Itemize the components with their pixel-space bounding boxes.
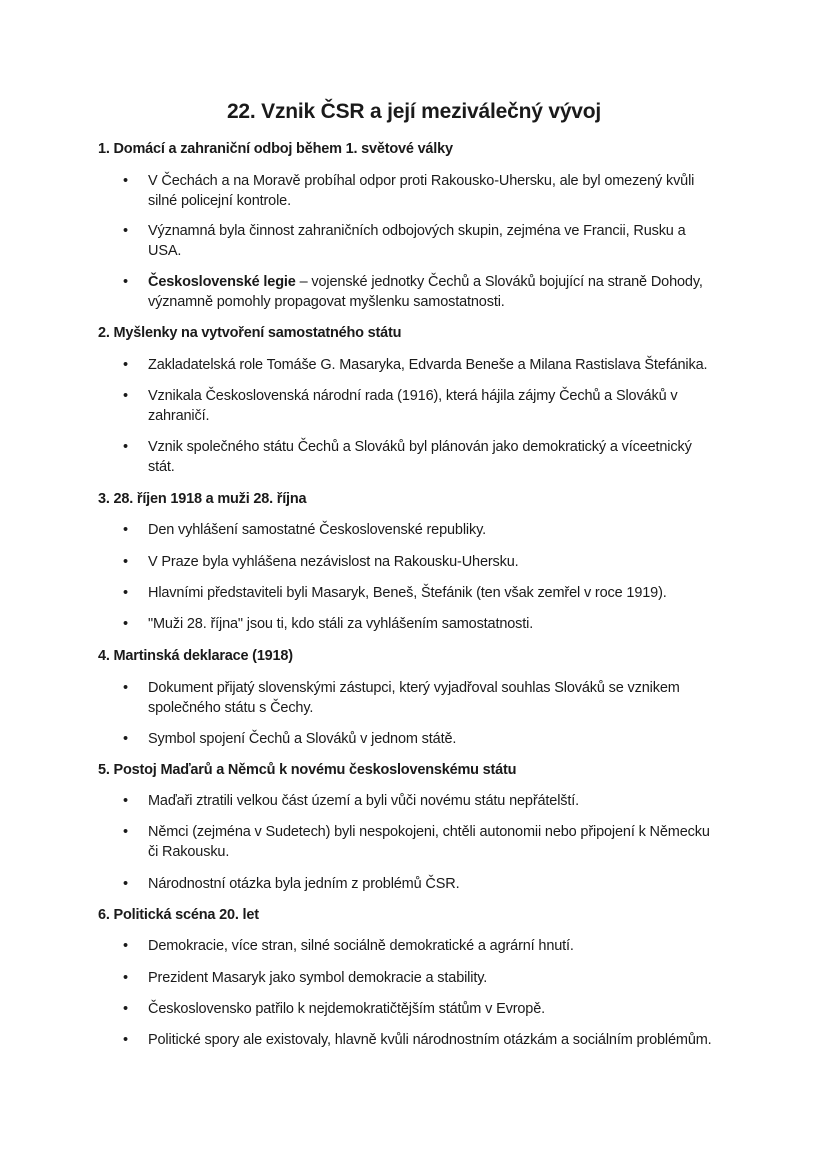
list-item-text: [148, 272, 720, 312]
list-item-rest: – vojenské jednotky Čechů a Slováků bojující na straně Dohody, významně pomohly propagovat myšlenku samostatnosti.: [148, 274, 703, 310]
bullet-icon: •: [123, 554, 128, 570]
bullet-icon: •: [123, 585, 128, 601]
page-title: 22. Vznik ČSR a její meziválečný vývoj: [226, 100, 602, 123]
list-item-text: Demokracie, více stran, silné sociálně demokratické a agrární hnutí.: [148, 938, 574, 954]
bullet-icon: •: [123, 970, 128, 986]
section-heading-4: 4. Martinská deklarace (1918): [98, 648, 293, 664]
list-item: [120, 552, 720, 572]
bullet-icon: •: [123, 388, 128, 404]
list-item-text: Maďaři ztratili velkou část území a byli vůči novému státu nepřátelští.: [148, 793, 580, 809]
section-heading-2: 2. Myšlenky na vytvoření samostatného státu: [98, 325, 402, 341]
section-heading-5: 5. Postoj Maďarů a Němců k novému československému státu: [98, 762, 517, 778]
list-item: [120, 874, 720, 894]
list-item-text: Němci (zejména v Sudetech) byli nespokojeni, chtěli autonomii nebo připojení k Německu či Rakousku.: [148, 824, 710, 860]
bullet-icon: •: [123, 439, 128, 455]
list-item: [120, 968, 720, 988]
section-heading-6: 6. Politická scéna 20. let: [98, 907, 259, 923]
list-item: [120, 791, 720, 811]
list-item: [120, 272, 720, 312]
bullet-icon: •: [123, 616, 128, 632]
list-item: [120, 221, 720, 261]
bullet-icon: •: [123, 876, 128, 892]
list-item: [120, 614, 720, 634]
list-item-text: Československo patřilo k nejdemokratičtějším státům v Evropě.: [148, 1001, 546, 1017]
list-item-text: Hlavními představiteli byli Masaryk, Beneš, Štefánik (ten však zemřel v roce 1919).: [148, 585, 667, 601]
list-item-text: Den vyhlášení samostatné Československé republiky.: [148, 522, 486, 538]
bullet-icon: •: [123, 938, 128, 954]
list-item: [120, 386, 720, 426]
list-item-text: Zakladatelská role Tomáše G. Masaryka, Edvarda Beneše a Milana Rastislava Štefánika.: [148, 357, 708, 373]
list-item: [120, 520, 720, 540]
list-item-text: V Praze byla vyhlášena nezávislost na Rakousku-Uhersku.: [148, 554, 519, 570]
bullet-icon: •: [123, 824, 128, 840]
list-item-text: Významná byla činnost zahraničních odbojových skupin, zejména ve Francii, Rusku a USA.: [148, 223, 686, 259]
list-item: [120, 355, 720, 375]
list-item: [120, 437, 720, 477]
list-item: [120, 999, 720, 1019]
list-item-text: Symbol spojení Čechů a Slováků v jednom státě.: [148, 731, 457, 747]
bullet-icon: •: [123, 173, 128, 189]
bullet-icon: •: [123, 522, 128, 538]
list-item-text: Prezident Masaryk jako symbol demokracie a stability.: [148, 970, 488, 986]
bullet-icon: •: [123, 793, 128, 809]
list-item-text: Národnostní otázka byla jedním z problémů ČSR.: [148, 876, 460, 892]
bullet-icon: •: [123, 1001, 128, 1017]
list-item: [120, 678, 720, 718]
list-item-text: V Čechách a na Moravě probíhal odpor proti Rakousko-Uhersku, ale byl omezený kvůli silné policejní kontrole.: [148, 173, 695, 209]
bold-term: Československé legie: [148, 274, 296, 290]
section-heading-1: 1. Domácí a zahraniční odboj během 1. světové války: [98, 141, 453, 157]
bullet-icon: •: [123, 731, 128, 747]
bullet-icon: •: [123, 274, 128, 290]
list-item: [120, 729, 720, 749]
list-item-text: Vznik společného státu Čechů a Slováků byl plánován jako demokratický a víceetnický stát.: [148, 439, 692, 475]
bullet-icon: •: [123, 680, 128, 696]
list-item-text: Politické spory ale existovaly, hlavně kvůli národnostním otázkám a sociálním problémům.: [148, 1032, 712, 1048]
list-item-text: "Muži 28. října" jsou ti, kdo stáli za vyhlášením samostatnosti.: [148, 616, 534, 632]
list-item-text: Vznikala Československá národní rada (1916), která hájila zájmy Čechů a Slováků v zahraničí.: [148, 388, 678, 424]
list-item: [120, 822, 720, 862]
list-item: [120, 171, 720, 211]
bullet-icon: •: [123, 1032, 128, 1048]
list-item: [120, 583, 720, 603]
list-item: [120, 1030, 720, 1050]
list-item: [120, 936, 720, 956]
section-heading-3: 3. 28. říjen 1918 a muži 28. října: [98, 491, 307, 507]
list-item-text: Dokument přijatý slovenskými zástupci, který vyjadřoval souhlas Slováků se vznikem společného státu s Čechy.: [148, 680, 680, 716]
bullet-icon: •: [123, 223, 128, 239]
bullet-icon: •: [123, 357, 128, 373]
